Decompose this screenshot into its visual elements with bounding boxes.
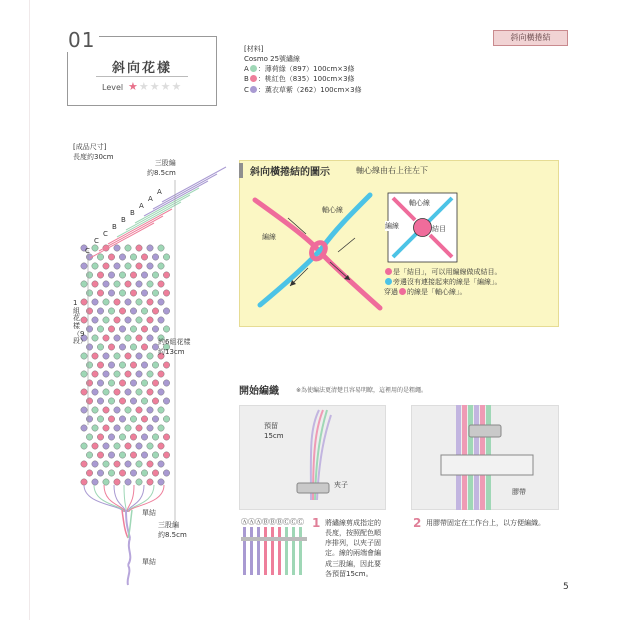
knot-dot bbox=[86, 326, 92, 332]
knot-dot bbox=[141, 362, 147, 368]
knot-dot bbox=[114, 425, 120, 431]
knot-dot bbox=[147, 479, 153, 485]
knot-dot bbox=[136, 425, 142, 431]
cord-line bbox=[99, 216, 163, 251]
lavender-dot-icon bbox=[250, 86, 257, 93]
knot-dot bbox=[119, 272, 125, 278]
knot-dot bbox=[97, 272, 103, 278]
tape-label: 膠帶 bbox=[512, 488, 526, 496]
material-item: C ：薰衣草紫（262）100cm×3條 bbox=[244, 85, 362, 94]
knot-dot bbox=[97, 398, 103, 404]
knot-dot bbox=[163, 254, 169, 260]
knot-dot bbox=[147, 335, 153, 341]
knot-dot bbox=[163, 326, 169, 332]
knot-dot bbox=[114, 245, 120, 251]
knot-dot bbox=[108, 452, 114, 458]
knot-dot bbox=[136, 263, 142, 269]
knot-dot bbox=[136, 299, 142, 305]
knot-dot bbox=[92, 407, 98, 413]
knot-dot bbox=[97, 344, 103, 350]
knot-dot bbox=[125, 479, 131, 485]
knot-dot bbox=[125, 263, 131, 269]
cord-line bbox=[144, 181, 208, 216]
knot-dot bbox=[97, 416, 103, 422]
knot-dot bbox=[103, 263, 109, 269]
knot-dot bbox=[136, 317, 142, 323]
knot-dot bbox=[114, 443, 120, 449]
cord-letter: A bbox=[139, 202, 144, 210]
knot-dot bbox=[158, 317, 164, 323]
step-1-text: 將繡線剪成指定的 長度，按照配色順 序排列，以夾子固 定。線的兩端會編 成三股編，因此要 各預留15cm。 bbox=[325, 519, 381, 578]
knot-dot bbox=[108, 470, 114, 476]
cord-line bbox=[94, 485, 125, 512]
knot-dot bbox=[152, 362, 158, 368]
knot-dot bbox=[92, 461, 98, 467]
knot-dot bbox=[136, 407, 142, 413]
knot-dot bbox=[108, 362, 114, 368]
knot-dot bbox=[108, 398, 114, 404]
knot-dot bbox=[86, 344, 92, 350]
braid-bottom-label: 三股編 約8.5cm bbox=[158, 521, 187, 540]
knot-dot bbox=[141, 398, 147, 404]
knot-dot bbox=[125, 389, 131, 395]
step-1-number: 1 bbox=[312, 516, 321, 530]
knot-dot bbox=[103, 443, 109, 449]
knot-dot bbox=[130, 380, 136, 386]
knot-dot bbox=[130, 416, 136, 422]
knot-dot bbox=[114, 335, 120, 341]
diagram-title: 斜向橫捲結的圖示 bbox=[239, 163, 330, 178]
knot-dot bbox=[108, 254, 114, 260]
knot-dot bbox=[119, 452, 125, 458]
cord-letter: B bbox=[112, 223, 117, 231]
knot-dot bbox=[119, 416, 125, 422]
knot-dot bbox=[163, 470, 169, 476]
knot-dot bbox=[152, 308, 158, 314]
cord-letter: C bbox=[94, 237, 99, 245]
knot-dot bbox=[103, 461, 109, 467]
project-number: 01 bbox=[64, 28, 99, 52]
knot-dot bbox=[114, 263, 120, 269]
knot-dot bbox=[141, 434, 147, 440]
knot-dot bbox=[86, 434, 92, 440]
knot-dot bbox=[119, 380, 125, 386]
cord-letter: B bbox=[121, 216, 126, 224]
knot-dot bbox=[125, 299, 131, 305]
knot-dot bbox=[152, 470, 158, 476]
knot-dot bbox=[141, 308, 147, 314]
materials-block bbox=[244, 44, 362, 95]
knot-dot bbox=[81, 389, 87, 395]
knot-dot bbox=[86, 380, 92, 386]
knot-dot bbox=[152, 272, 158, 278]
knot-dot bbox=[81, 461, 87, 467]
knot-dot bbox=[81, 353, 87, 359]
knot-dot bbox=[92, 335, 98, 341]
knot-dot bbox=[92, 263, 98, 269]
knot-dot bbox=[92, 443, 98, 449]
photo-step-1-art bbox=[239, 405, 386, 510]
axis-cord-label: 軸心線 bbox=[322, 206, 343, 214]
knot-dot bbox=[147, 299, 153, 305]
knot-dot bbox=[119, 362, 125, 368]
cord-letter: C bbox=[103, 230, 108, 238]
knot-dot bbox=[163, 290, 169, 296]
knot-dot bbox=[86, 452, 92, 458]
knot-dot bbox=[163, 398, 169, 404]
knot-dot bbox=[147, 245, 153, 251]
schematic-axis-label: 軸心線 bbox=[409, 199, 430, 207]
knot-dot bbox=[114, 479, 120, 485]
knot-dot bbox=[152, 398, 158, 404]
knot-dot bbox=[136, 353, 142, 359]
knot-dot bbox=[152, 452, 158, 458]
knot-dot bbox=[114, 281, 120, 287]
knot-dot bbox=[81, 281, 87, 287]
diagram-subtitle: 軸心線由右上往左下 bbox=[356, 166, 428, 175]
knot-dot bbox=[158, 281, 164, 287]
knot-dot bbox=[136, 245, 142, 251]
knot-dot bbox=[136, 371, 142, 377]
knot-dot bbox=[97, 362, 103, 368]
knot-dot bbox=[108, 434, 114, 440]
knot-dot bbox=[103, 317, 109, 323]
knot-dot bbox=[81, 479, 87, 485]
knot-dot bbox=[103, 407, 109, 413]
title-box bbox=[67, 28, 217, 106]
diagram-legend: 是「結目」，可以用編線做成結目。 旁邊沒有連接起來的線是「編線」。 穿過 的線是「軸心線」。 bbox=[384, 268, 502, 297]
knot-dot bbox=[163, 416, 169, 422]
star-filled-icon: ★ bbox=[128, 80, 139, 93]
start-note: ※為使編法更清楚且容易明瞭，這裡用的是粗繩。 bbox=[296, 387, 428, 394]
knot-dot bbox=[141, 380, 147, 386]
title-divider bbox=[96, 76, 188, 77]
cord-letter: A bbox=[148, 195, 153, 203]
cord-letter: C bbox=[85, 247, 90, 255]
knot-dot bbox=[103, 299, 109, 305]
knot-pattern-diagram bbox=[70, 160, 230, 590]
knot-dot bbox=[147, 461, 153, 467]
knot-dot bbox=[92, 281, 98, 287]
knot-dot bbox=[119, 290, 125, 296]
knot-dot bbox=[81, 407, 87, 413]
knot-dot bbox=[141, 470, 147, 476]
knot-dot bbox=[103, 353, 109, 359]
knot-dot bbox=[86, 272, 92, 278]
step-2-text: 用膠帶固定在工作台上，以方便編織。 bbox=[426, 519, 545, 527]
cord-letter: B bbox=[130, 209, 135, 217]
knot-dot bbox=[119, 470, 125, 476]
knot-dot bbox=[125, 371, 131, 377]
knot-dot bbox=[92, 299, 98, 305]
knot-dot bbox=[130, 290, 136, 296]
knot-cord-label: 編線 bbox=[262, 233, 276, 241]
schematic-knot-label: 編線 bbox=[385, 222, 399, 230]
color-order-strip bbox=[241, 527, 307, 575]
knot-dot bbox=[108, 308, 114, 314]
cord-line bbox=[117, 202, 181, 237]
photo-step-2-art bbox=[411, 405, 559, 510]
knot-dot bbox=[136, 335, 142, 341]
knot-dot bbox=[86, 416, 92, 422]
knot-dot bbox=[130, 272, 136, 278]
schematic-result-label: 結目 bbox=[432, 225, 446, 233]
knot-dot bbox=[141, 254, 147, 260]
knot-dot bbox=[114, 371, 120, 377]
knot-dot bbox=[81, 263, 87, 269]
knot-dot bbox=[141, 272, 147, 278]
material-item: A ：薄荷綠（897）100cm×3條 bbox=[244, 65, 355, 74]
knot-dot bbox=[158, 407, 164, 413]
pink-dot-icon bbox=[250, 75, 257, 82]
knot-dot bbox=[114, 353, 120, 359]
knot-dot bbox=[97, 326, 103, 332]
knot-dot bbox=[86, 398, 92, 404]
chapter-tab: 斜向橫捲結 bbox=[493, 30, 568, 46]
knot-dot bbox=[163, 434, 169, 440]
knot-dot bbox=[125, 425, 131, 431]
clip-label: 夾子 bbox=[334, 481, 348, 489]
single-knot-label-1: 單結 bbox=[142, 509, 156, 517]
color-order-label: ⒶⒶⒶⒷⒷⒷⒸⒸⒸ bbox=[241, 518, 304, 526]
cord-line bbox=[90, 223, 154, 258]
knot-dot bbox=[147, 389, 153, 395]
braid-top-label: 三股編 約8.5cm bbox=[147, 159, 176, 178]
knot-dot bbox=[108, 416, 114, 422]
materials-thread: Cosmo 25號繡線 bbox=[244, 55, 301, 64]
knot-dot bbox=[147, 407, 153, 413]
knot-dot bbox=[114, 407, 120, 413]
knot-dot bbox=[130, 470, 136, 476]
knot-dot bbox=[158, 245, 164, 251]
knot-dot bbox=[147, 281, 153, 287]
knot-dot bbox=[152, 434, 158, 440]
knot-dot bbox=[130, 362, 136, 368]
star-empty-icons: ★★★★ bbox=[138, 80, 183, 93]
knot-dot bbox=[92, 317, 98, 323]
knot-dot bbox=[86, 470, 92, 476]
knot-dot bbox=[119, 326, 125, 332]
knot-dot bbox=[136, 389, 142, 395]
knot-dot bbox=[136, 479, 142, 485]
knot-dot bbox=[152, 416, 158, 422]
knot-dot bbox=[103, 389, 109, 395]
cord-line bbox=[108, 209, 172, 244]
knot-dot bbox=[141, 344, 147, 350]
knot-dot bbox=[147, 425, 153, 431]
knot-dot bbox=[125, 317, 131, 323]
knot-dot bbox=[108, 326, 114, 332]
knot-dot bbox=[103, 479, 109, 485]
knot-dot bbox=[147, 371, 153, 377]
level-label: Level bbox=[102, 83, 124, 92]
knot-dot bbox=[108, 290, 114, 296]
size-heading: [成品尺寸] bbox=[73, 143, 107, 151]
knot-dot bbox=[125, 443, 131, 449]
knot-dot bbox=[130, 452, 136, 458]
knot-dot bbox=[92, 371, 98, 377]
step-2-number: 2 bbox=[413, 516, 422, 530]
knot-dot bbox=[92, 353, 98, 359]
knot-dot bbox=[130, 398, 136, 404]
knot-dot bbox=[103, 425, 109, 431]
knot-dot bbox=[130, 344, 136, 350]
knot-dot bbox=[97, 470, 103, 476]
knot-dot bbox=[97, 380, 103, 386]
knot-illustration bbox=[250, 190, 385, 315]
single-knot-label-2: 單結 bbox=[142, 558, 156, 566]
knot-dot bbox=[130, 326, 136, 332]
knot-dot bbox=[130, 254, 136, 260]
knot-dot bbox=[163, 272, 169, 278]
page-frame-line bbox=[29, 0, 30, 620]
knot-dot bbox=[136, 461, 142, 467]
knot-dot bbox=[130, 308, 136, 314]
cord-line bbox=[126, 195, 190, 230]
knot-dot bbox=[141, 452, 147, 458]
knot-dot bbox=[141, 326, 147, 332]
knot-dot bbox=[119, 344, 125, 350]
knot-dot bbox=[125, 281, 131, 287]
knot-dot bbox=[141, 416, 147, 422]
knot-dot bbox=[158, 299, 164, 305]
knot-dot bbox=[152, 380, 158, 386]
knot-dot bbox=[119, 308, 125, 314]
page-number: 5 bbox=[563, 582, 569, 592]
knot-dot bbox=[152, 326, 158, 332]
knot-dot bbox=[125, 407, 131, 413]
knot-dot bbox=[114, 389, 120, 395]
knot-dot bbox=[119, 434, 125, 440]
cord-line bbox=[135, 188, 199, 223]
pattern-dots bbox=[81, 245, 170, 485]
knot-dot bbox=[81, 443, 87, 449]
knot-dot bbox=[114, 461, 120, 467]
knot-dot bbox=[152, 254, 158, 260]
knot-dot bbox=[119, 254, 125, 260]
material-item: B ：桃紅色（835）100cm×3條 bbox=[244, 75, 355, 84]
knot-dot bbox=[136, 281, 142, 287]
knot-dot bbox=[125, 245, 131, 251]
start-title: 開始編織 bbox=[239, 386, 279, 397]
cord-line bbox=[153, 174, 217, 209]
knot-dot bbox=[97, 308, 103, 314]
knot-dot bbox=[163, 362, 169, 368]
knot-dot bbox=[108, 272, 114, 278]
knot-dot bbox=[103, 281, 109, 287]
knot-dot bbox=[158, 461, 164, 467]
knot-dot bbox=[130, 434, 136, 440]
knot-dot bbox=[136, 443, 142, 449]
knot-dot bbox=[158, 371, 164, 377]
mint-dot-icon bbox=[250, 65, 257, 72]
cord-letter: A bbox=[157, 188, 162, 196]
repeat-label: 約6組花樣 約13cm bbox=[158, 338, 191, 357]
knot-dot bbox=[158, 263, 164, 269]
knot-dot bbox=[163, 380, 169, 386]
knot-dot bbox=[92, 389, 98, 395]
knot-dot bbox=[147, 353, 153, 359]
knot-dot bbox=[152, 290, 158, 296]
knot-dot bbox=[81, 425, 87, 431]
knot-dot bbox=[108, 380, 114, 386]
knot-dot bbox=[125, 335, 131, 341]
knot-dot bbox=[125, 461, 131, 467]
knot-dot bbox=[163, 308, 169, 314]
knot-dot bbox=[86, 362, 92, 368]
knot-dot bbox=[97, 434, 103, 440]
level-stars bbox=[128, 80, 182, 93]
size-value: 長度約30cm bbox=[73, 153, 114, 162]
knot-dot bbox=[158, 389, 164, 395]
knot-dot bbox=[119, 398, 125, 404]
knot-dot bbox=[125, 353, 131, 359]
knot-dot bbox=[86, 308, 92, 314]
knot-dot bbox=[86, 290, 92, 296]
knot-dot bbox=[97, 254, 103, 260]
knot-dot bbox=[97, 452, 103, 458]
knot-dot bbox=[158, 443, 164, 449]
knot-dot bbox=[114, 317, 120, 323]
knot-dot bbox=[92, 425, 98, 431]
knot-dot bbox=[163, 452, 169, 458]
knot-dot bbox=[97, 290, 103, 296]
knot-dot bbox=[108, 344, 114, 350]
knot-dot bbox=[147, 263, 153, 269]
knot-dot bbox=[81, 371, 87, 377]
one-set-label: 1組花樣（9段） bbox=[73, 299, 87, 346]
knot-dot bbox=[147, 443, 153, 449]
knot-dot bbox=[158, 425, 164, 431]
project-title: 斜向花樣 bbox=[111, 61, 172, 76]
knot-dot bbox=[103, 371, 109, 377]
materials-heading: [材料] bbox=[244, 45, 264, 53]
knot-dot bbox=[92, 479, 98, 485]
knot-dot bbox=[147, 317, 153, 323]
knot-dot bbox=[103, 335, 109, 341]
knot-dot bbox=[114, 299, 120, 305]
leave-length-label: 預留 15cm bbox=[264, 422, 284, 441]
knot-dot bbox=[158, 479, 164, 485]
knot-dot bbox=[141, 290, 147, 296]
